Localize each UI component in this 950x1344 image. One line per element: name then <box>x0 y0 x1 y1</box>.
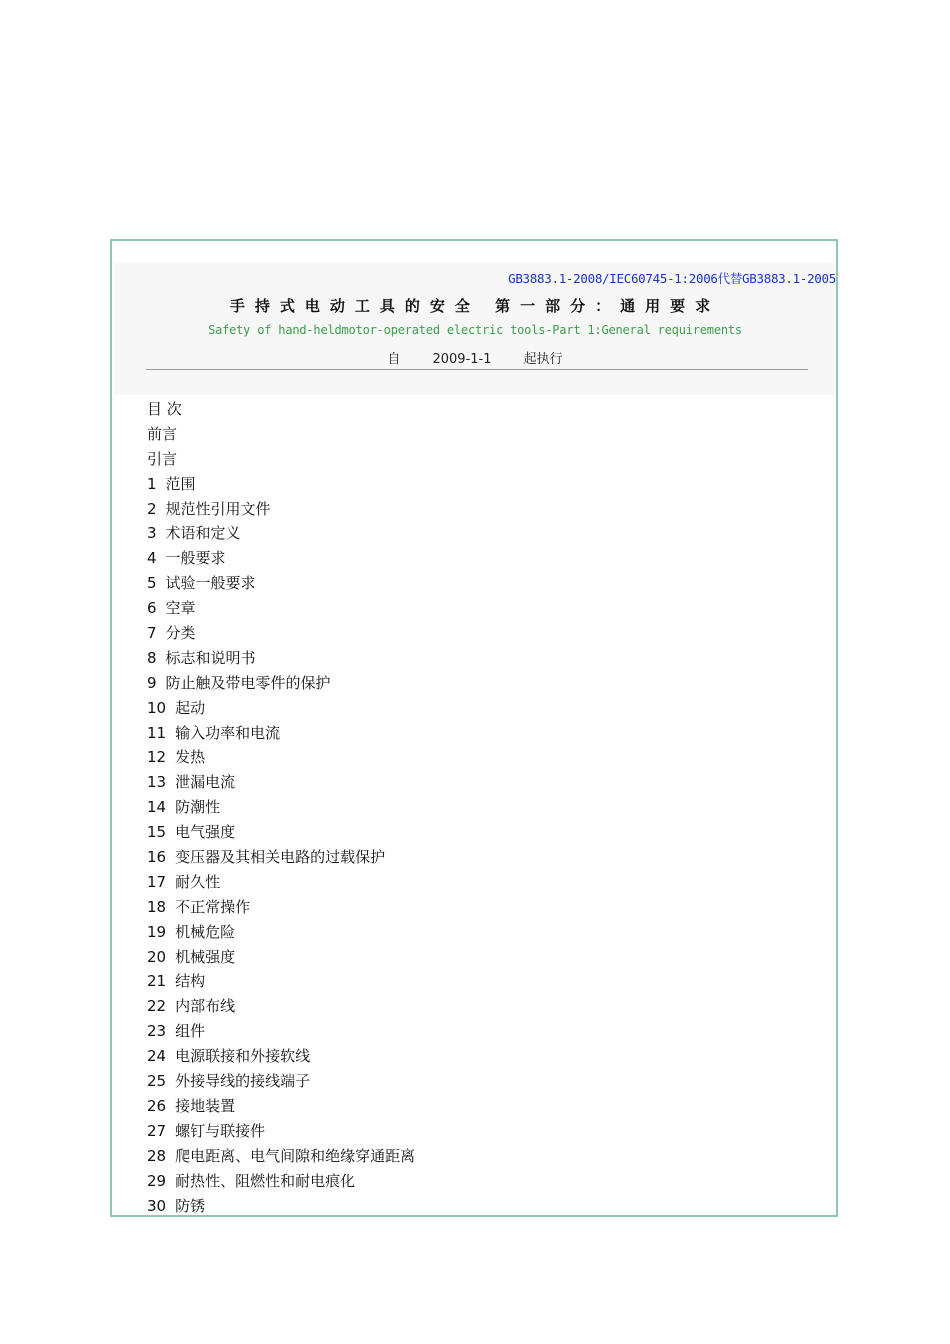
toc-item[interactable] <box>147 671 807 696</box>
toc-item[interactable] <box>147 895 807 920</box>
toc-item[interactable] <box>147 770 807 795</box>
toc-item-number: 26 <box>147 1096 167 1115</box>
toc-item[interactable] <box>147 1119 807 1144</box>
toc-item-number: 5 <box>147 574 157 593</box>
title-english: Safety of hand-heldmotor-operated electric tools-Part 1:General requirements <box>208 323 742 337</box>
toc-item-label: 前言 <box>147 424 178 443</box>
toc-item-number: 11 <box>147 723 167 742</box>
toc-item-label: 发热 <box>175 748 206 767</box>
toc-item-number: 1 <box>147 474 157 493</box>
toc-item[interactable] <box>147 521 807 546</box>
toc-item-label: 标志和说明书 <box>165 648 256 667</box>
toc-item-label: 空章 <box>165 599 196 618</box>
toc-item-number: 24 <box>147 1047 167 1066</box>
toc-item[interactable] <box>147 994 807 1019</box>
toc-item-number: 2 <box>147 499 157 518</box>
toc-item[interactable] <box>147 745 807 770</box>
toc-item-label: 起动 <box>175 698 206 717</box>
toc-item[interactable] <box>147 422 807 447</box>
toc-item-number: 23 <box>147 1022 167 1041</box>
toc-heading: 目 次 <box>147 400 182 418</box>
toc-item[interactable] <box>147 571 807 596</box>
toc-item-label: 防锈 <box>175 1196 206 1215</box>
toc-item[interactable] <box>147 820 807 845</box>
toc-item[interactable] <box>147 1094 807 1119</box>
toc-item-number: 28 <box>147 1146 167 1165</box>
toc-item-label: 规范性引用文件 <box>165 499 271 518</box>
toc-item-label: 爬电距离、电气间隙和绝缘穿通距离 <box>175 1146 416 1165</box>
toc-item-label: 耐久性 <box>175 872 221 891</box>
toc-item-number: 29 <box>147 1171 167 1190</box>
title-chinese: 手持式电动工具的安全 第一部分：通用要求 <box>229 297 721 315</box>
toc-item-label: 机械危险 <box>175 922 236 941</box>
toc-item[interactable] <box>147 596 807 621</box>
toc-item-label: 泄漏电流 <box>175 773 236 792</box>
toc-item-label: 内部布线 <box>175 997 236 1016</box>
toc-item-number: 20 <box>147 947 167 966</box>
toc-item-label: 术语和定义 <box>165 524 241 543</box>
toc-item-number: 25 <box>147 1072 167 1091</box>
toc-item-label: 防止触及带电零件的保护 <box>165 673 331 692</box>
toc-item-number: 21 <box>147 972 167 991</box>
toc-item-label: 电源联接和外接软线 <box>175 1047 311 1066</box>
toc-item-label: 一般要求 <box>165 549 226 568</box>
toc-item-number: 9 <box>147 673 157 692</box>
toc-item-label: 分类 <box>165 624 196 643</box>
toc-item-label: 不正常操作 <box>175 897 251 916</box>
toc-item[interactable] <box>147 1019 807 1044</box>
toc-item-number: 7 <box>147 624 157 643</box>
toc-item[interactable] <box>147 621 807 646</box>
toc-item-number: 10 <box>147 698 167 717</box>
content-frame <box>110 239 838 1217</box>
toc-item-number: 18 <box>147 897 167 916</box>
header-divider <box>146 369 808 370</box>
toc-item[interactable] <box>147 1169 807 1194</box>
toc-item-label: 范围 <box>165 474 196 493</box>
toc-item[interactable] <box>147 646 807 671</box>
toc-item-label: 电气强度 <box>175 823 236 842</box>
toc-item-number: 16 <box>147 848 167 867</box>
toc-item-label: 试验一般要求 <box>165 574 256 593</box>
toc-item[interactable] <box>147 1144 807 1169</box>
table-of-contents <box>147 397 807 1217</box>
effective-date: 2009-1-1 <box>432 352 492 367</box>
toc-item-label: 接地装置 <box>175 1096 236 1115</box>
toc-item[interactable] <box>147 795 807 820</box>
toc-item-number: 12 <box>147 748 167 767</box>
toc-item[interactable] <box>147 721 807 746</box>
toc-item[interactable] <box>147 845 807 870</box>
toc-item-number: 17 <box>147 872 167 891</box>
toc-item[interactable] <box>147 945 807 970</box>
toc-item[interactable] <box>147 969 807 994</box>
toc-item[interactable] <box>147 1194 807 1218</box>
toc-item[interactable] <box>147 1069 807 1094</box>
toc-item-number: 27 <box>147 1121 167 1140</box>
toc-item[interactable] <box>147 870 807 895</box>
toc-item[interactable] <box>147 546 807 571</box>
toc-item-label: 防潮性 <box>175 798 221 817</box>
effective-suffix: 起执行 <box>523 352 563 367</box>
toc-item-label: 机械强度 <box>175 947 236 966</box>
toc-item-number: 15 <box>147 823 167 842</box>
toc-item-number: 4 <box>147 549 157 568</box>
toc-item-number: 6 <box>147 599 157 618</box>
toc-item-number: 30 <box>147 1196 167 1215</box>
toc-item-number: 8 <box>147 648 157 667</box>
standard-code: GB3883.1-2008/IEC60745-1:2006代替GB3883.1-2005 <box>508 271 836 286</box>
toc-item[interactable] <box>147 1044 807 1069</box>
document-header <box>114 263 836 395</box>
toc-item-label: 外接导线的接线端子 <box>175 1072 311 1091</box>
effective-prefix: 自 <box>387 352 401 367</box>
toc-item-label: 变压器及其相关电路的过载保护 <box>175 848 386 867</box>
toc-item-label: 耐热性、阻燃性和耐电痕化 <box>175 1171 356 1190</box>
toc-item-number: 13 <box>147 773 167 792</box>
toc-item-label: 结构 <box>175 972 206 991</box>
toc-item[interactable] <box>147 696 807 721</box>
toc-item[interactable] <box>147 472 807 497</box>
toc-item-label: 引言 <box>147 449 178 468</box>
toc-item-label: 输入功率和电流 <box>175 723 281 742</box>
toc-item-label: 螺钉与联接件 <box>175 1121 266 1140</box>
toc-item-number: 22 <box>147 997 167 1016</box>
toc-item[interactable] <box>147 920 807 945</box>
toc-item-label: 组件 <box>175 1022 206 1041</box>
toc-item-number: 3 <box>147 524 157 543</box>
toc-item-number: 19 <box>147 922 167 941</box>
toc-item[interactable] <box>147 447 807 472</box>
toc-item-number: 14 <box>147 798 167 817</box>
toc-item[interactable] <box>147 497 807 522</box>
effective-date-line <box>114 348 836 367</box>
